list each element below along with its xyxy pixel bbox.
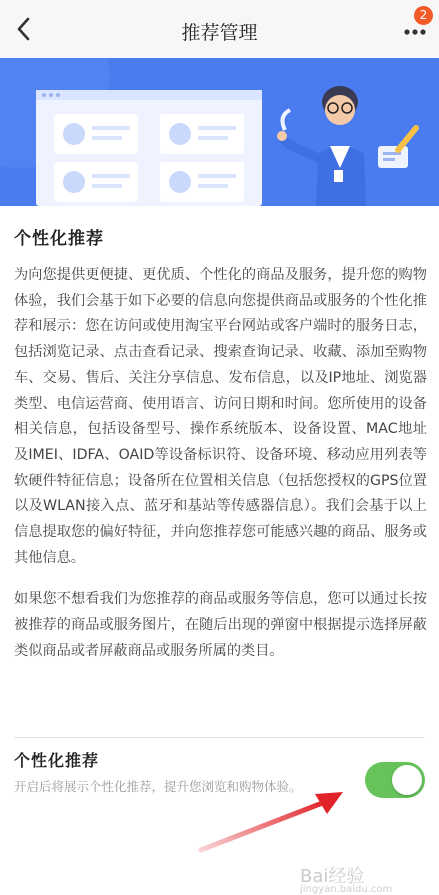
setting-description: 开启后将展示个性化推荐，提升您浏览和购物体验。 <box>14 779 302 794</box>
opt-out-paragraph: 如果您不想看我们为您推荐的商品或服务等信息，您可以通过长按被推荐的商品或服务图片，在随后出现的弹窗中根据提示选择屏蔽类似商品或者屏蔽商品或服务所属的类目。 <box>14 591 427 659</box>
watermark-url: jingyan.baidu.com <box>300 884 393 895</box>
watermark: Bai经验 <box>300 866 365 887</box>
page-title: 推荐管理 <box>181 22 258 44</box>
divider <box>14 737 425 738</box>
personalized-recommendation-toggle[interactable] <box>365 762 425 798</box>
notification-badge: 2 <box>414 6 433 25</box>
description-paragraph: 为向您提供更便捷、更优质、个性化的商品及服务，提升您的购物体验，我们会基于如下必要的信息向您提供商品或服务的个性化推荐和展示：您在访问或使用淘宝平台网站或客户端时的服务日志，包括浏览记录、点击查看记录、搜索查询记录、收藏、添加至购物车、交易、售后、关注分享信息、发布信息，以及IP地址、浏览器类型、电信运营商、使用语言、访问日期和时间。您所使用的设备相关信息，包括设备型号、操作系统版本、设备设置、MAC地址及IMEI、IDFA、OAID等设备标识符、设备环境、移动应用列表等软硬件特征信息；设备所在位置相关信息（包括您授权的GPS位置以及WLAN接入点、蓝牙和基站等传感器信息）。我们会基于以上信息提取您的偏好特征，并向您推荐您可能感兴趣的商品、服务或其他信息。 <box>14 267 427 566</box>
annotation-arrow-icon <box>195 780 355 860</box>
nav-bar <box>0 0 439 59</box>
section-title: 个性化推荐 <box>14 229 104 249</box>
setting-title: 个性化推荐 <box>14 751 100 770</box>
content-area <box>14 224 427 665</box>
banner-illustration <box>0 58 439 206</box>
toggle-knob[interactable] <box>392 765 422 795</box>
